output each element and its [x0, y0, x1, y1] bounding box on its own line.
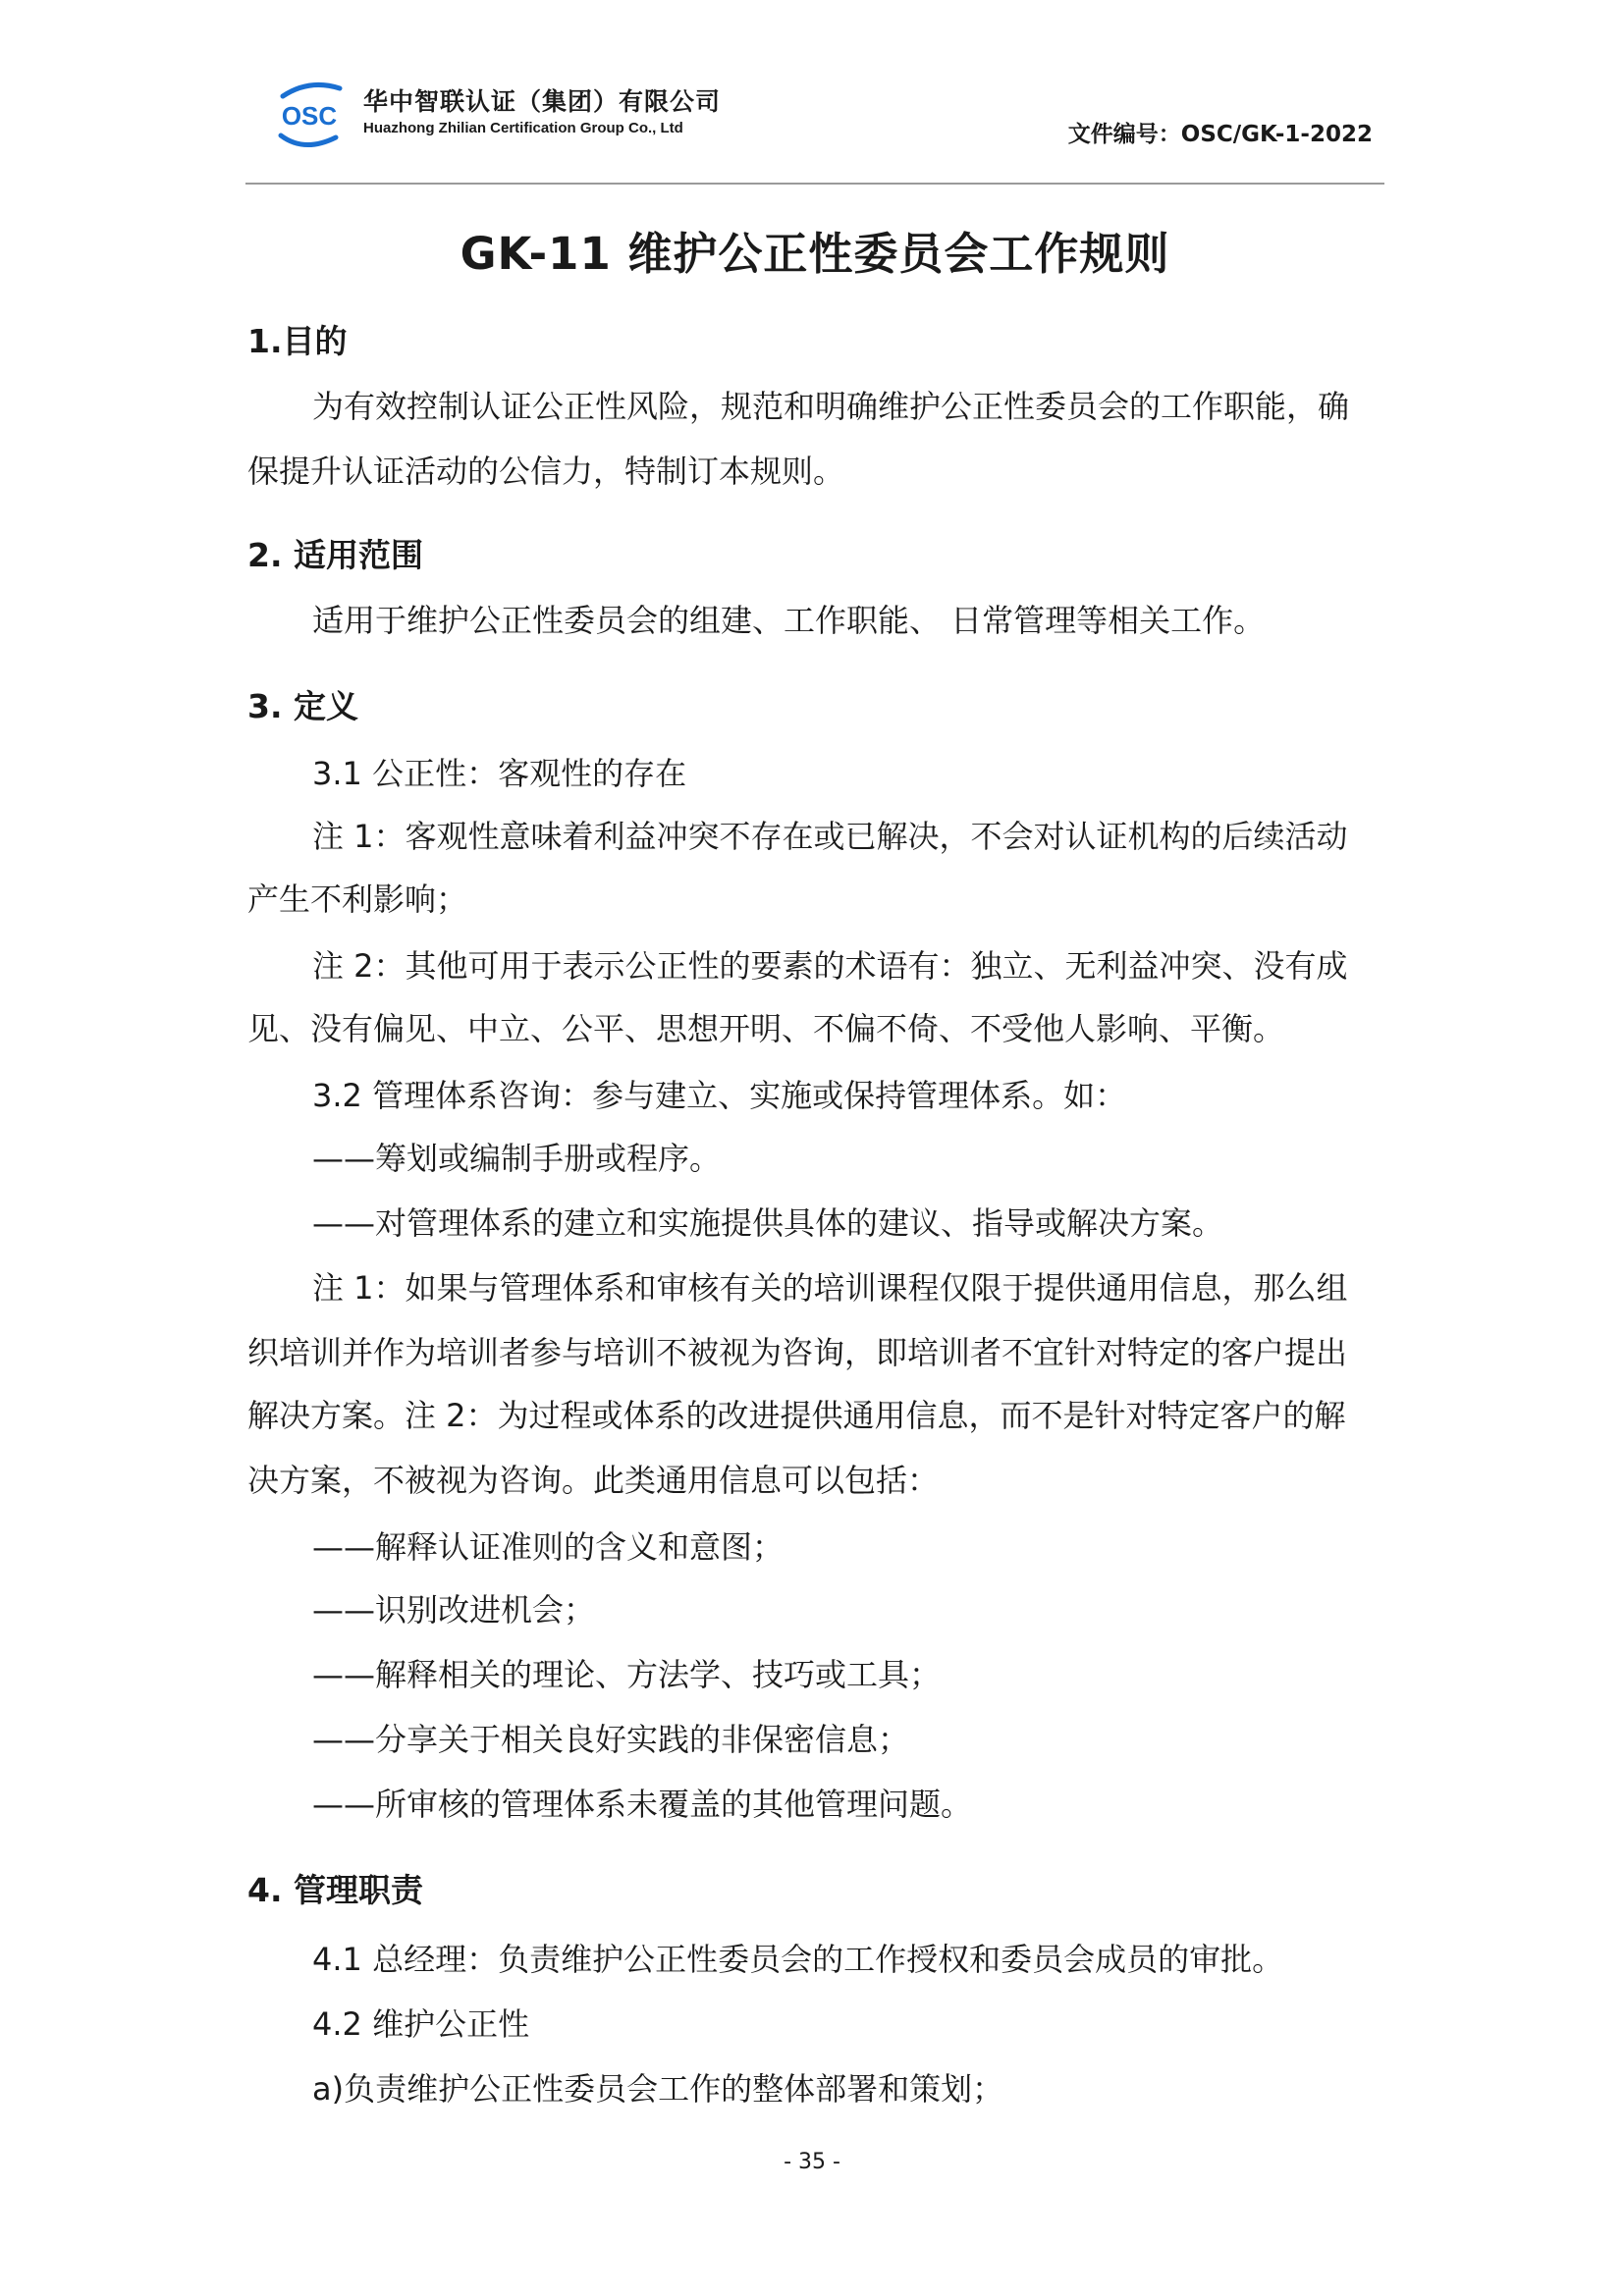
paragraph-line: 注 1：如果与管理体系和审核有关的培训课程仅限于提供通用信息，那么组 — [312, 1269, 1348, 1307]
paragraph-line: 织培训并作为培训者参与培训不被视为咨询，即培训者不宜针对特定的客户提出 — [247, 1334, 1348, 1371]
paragraph-line: 适用于维护公正性委员会的组建、工作职能、 日常管理等相关工作。 — [312, 602, 1266, 639]
list-item: ——所审核的管理体系未覆盖的其他管理问题。 — [312, 1786, 973, 1823]
paragraph-line: 决方案，不被视为咨询。此类通用信息可以包括： — [247, 1462, 940, 1499]
paragraph-line: a)负责维护公正性委员会工作的整体部署和策划； — [312, 2070, 1004, 2108]
paragraph-line: 4.1 总经理：负责维护公正性委员会的工作授权和委员会成员的审批。 — [312, 1941, 1284, 1978]
list-item: ——识别改进机会； — [312, 1591, 596, 1629]
paragraph-line: 见、没有偏见、中立、公平、思想开明、不偏不倚、不受他人影响、平衡。 — [247, 1010, 1285, 1047]
paragraph-line: 解决方案。注 2：为过程或体系的改进提供通用信息，而不是针对特定客户的解 — [247, 1397, 1346, 1434]
company-name-cn: 华中智联认证（集团）有限公司 — [363, 87, 722, 116]
page-number: - 35 - — [784, 2150, 840, 2174]
document-number: 文件编号：OSC/GK-1-2022 — [1067, 122, 1373, 147]
document-title: GK-11 维护公正性委员会工作规则 — [460, 228, 1170, 280]
list-item: ——解释认证准则的含义和意图； — [312, 1528, 785, 1566]
paragraph-line: 3.1 公正性：客观性的存在 — [312, 755, 687, 792]
list-item: ——对管理体系的建立和实施提供具体的建议、指导或解决方案。 — [312, 1204, 1224, 1242]
section-heading-purpose: 1.目的 — [247, 322, 348, 360]
paragraph-line: 4.2 维护公正性 — [312, 2005, 530, 2043]
paragraph-line: 注 2：其他可用于表示公正性的要素的术语有：独立、无利益冲突、没有成 — [312, 947, 1348, 985]
list-item: ——解释相关的理论、方法学、技巧或工具； — [312, 1656, 942, 1693]
section-heading-scope: 2. 适用范围 — [247, 536, 423, 574]
header-divider — [245, 183, 1384, 185]
paragraph-line: 3.2 管理体系咨询：参与建立、实施或保持管理体系。如： — [312, 1077, 1127, 1114]
section-heading-definitions: 3. 定义 — [247, 687, 358, 725]
section-heading-responsibilities: 4. 管理职责 — [247, 1871, 423, 1909]
paragraph-line: 保提升认证活动的公信力，特制订本规则。 — [247, 453, 845, 490]
paragraph-line: 产生不利影响； — [247, 881, 468, 918]
paragraph-line: 为有效控制认证公正性风险，规范和明确维护公正性委员会的工作职能，确 — [312, 388, 1350, 425]
list-item: ——筹划或编制手册或程序。 — [312, 1140, 722, 1177]
company-name-en: Huazhong Zhilian Certification Group Co., Ltd — [363, 120, 683, 136]
logo-text: OSC — [281, 101, 338, 131]
paragraph-line: 注 1：客观性意味着利益冲突不存在或已解决，不会对认证机构的后续活动 — [312, 818, 1348, 855]
company-logo — [275, 79, 344, 151]
list-item: ——分享关于相关良好实践的非保密信息； — [312, 1721, 910, 1758]
page-header — [245, 69, 1384, 187]
